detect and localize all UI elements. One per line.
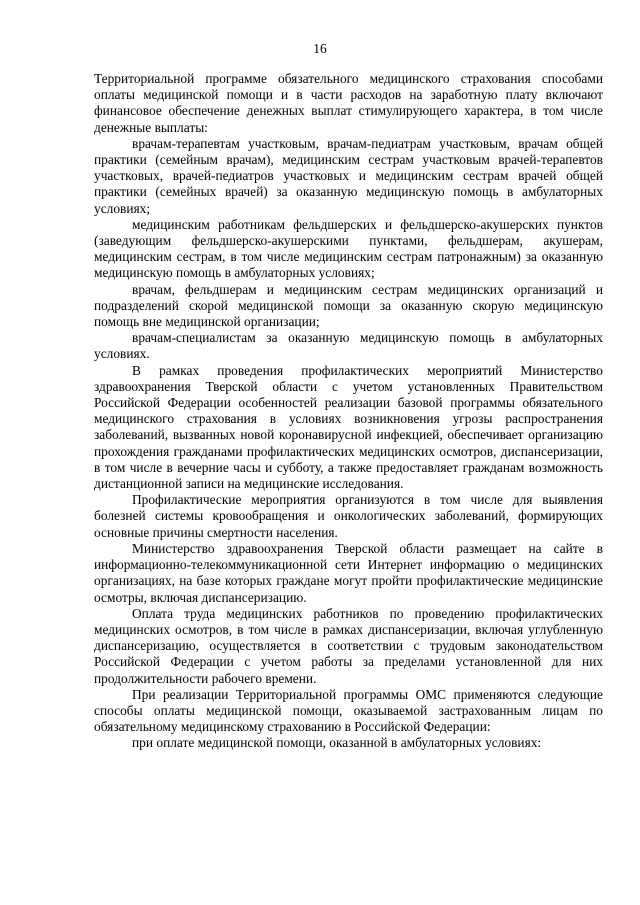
document-body [94, 71, 603, 752]
paragraph: При реализации Территориальной программы ОМС применяются следующие способы оплаты медицинской помощи, оказываемой застрахованным лицам по обязательному медицинскому страхованию в Российской Федерации: [94, 686, 603, 735]
paragraph: при оплате медицинской помощи, оказанной в амбулаторных условиях: [132, 735, 542, 751]
paragraph: медицинским работникам фельдшерских и фельдшерско-акушерских пунктов (заведующим фельдшерско-акушерскими пунктами, фельдшерам, акушерам, медицинским сестрам, в том числе медицинским сестрам патронажным) за оказанную медицинскую помощь в амбулаторных условиях; [94, 216, 603, 281]
paragraph: врачам-специалистам за оказанную медицинскую помощь в амбулаторных условиях. [94, 330, 603, 362]
paragraph: Профилактические мероприятия организуются в том числе для выявления болезней системы кровообращения и онкологических заболеваний, формирующих основные причины смертности населения. [94, 492, 603, 540]
paragraph: врачам, фельдшерам и медицинским сестрам медицинских организаций и подразделений скорой медицинской помощи за оказанную скорую медицинскую помощь вне медицинской организации; [94, 281, 603, 330]
paragraph: Территориальной программе обязательного медицинского страхования способами оплаты медицинской помощи и в части расходов на заработную плату включают финансовое обеспечение денежных выплат стимулирующего характера, в том числе денежные выплаты: [94, 71, 603, 135]
paragraph: Министерство здравоохранения Тверской области размещает на сайте в информационно-телекоммуникационной сети Интернет информацию о медицинских организациях, на базе которых граждане могут пройти профилактические медицинские осмотры, включая диспансеризацию. [94, 540, 603, 605]
paragraph: В рамках проведения профилактических мероприятий Министерство здравоохранения Тверской области с учетом установленных Правительством Российской Федерации особенностей реализации базовой программы обязательного медицинского страхования в условиях возникновения угрозы распространения заболеваний, вызванных новой коронавирусной инфекцией, обеспечивает организацию прохождения гражданами профилактических медицинских осмотров, диспансеризации, в том числе в вечерние часы и субботу, а также предоставляет гражданам возможность дистанционной записи на медицинские исследования. [94, 362, 603, 492]
paragraph: врачам-терапевтам участковым, врачам-педиатрам участковым, врачам общей практики (семейным врачам), медицинским сестрам участковым врачей-терапевтов участковых, врачей-педиатров участковых и медицинским сестрам врачей общей практики (семейных врачей) за оказанную медицинскую помощь в амбулаторных условиях; [94, 135, 603, 216]
page-number: 16 [313, 41, 327, 56]
paragraph: Оплата труда медицинских работников по проведению профилактических медицинских осмотров, в том числе в рамках диспансеризации, включая углубленную диспансеризацию, осуществляется в соответствии с трудовым законодательством Российской Федерации с учетом работы за пределами установленной для них продолжительности рабочего времени. [94, 605, 603, 686]
